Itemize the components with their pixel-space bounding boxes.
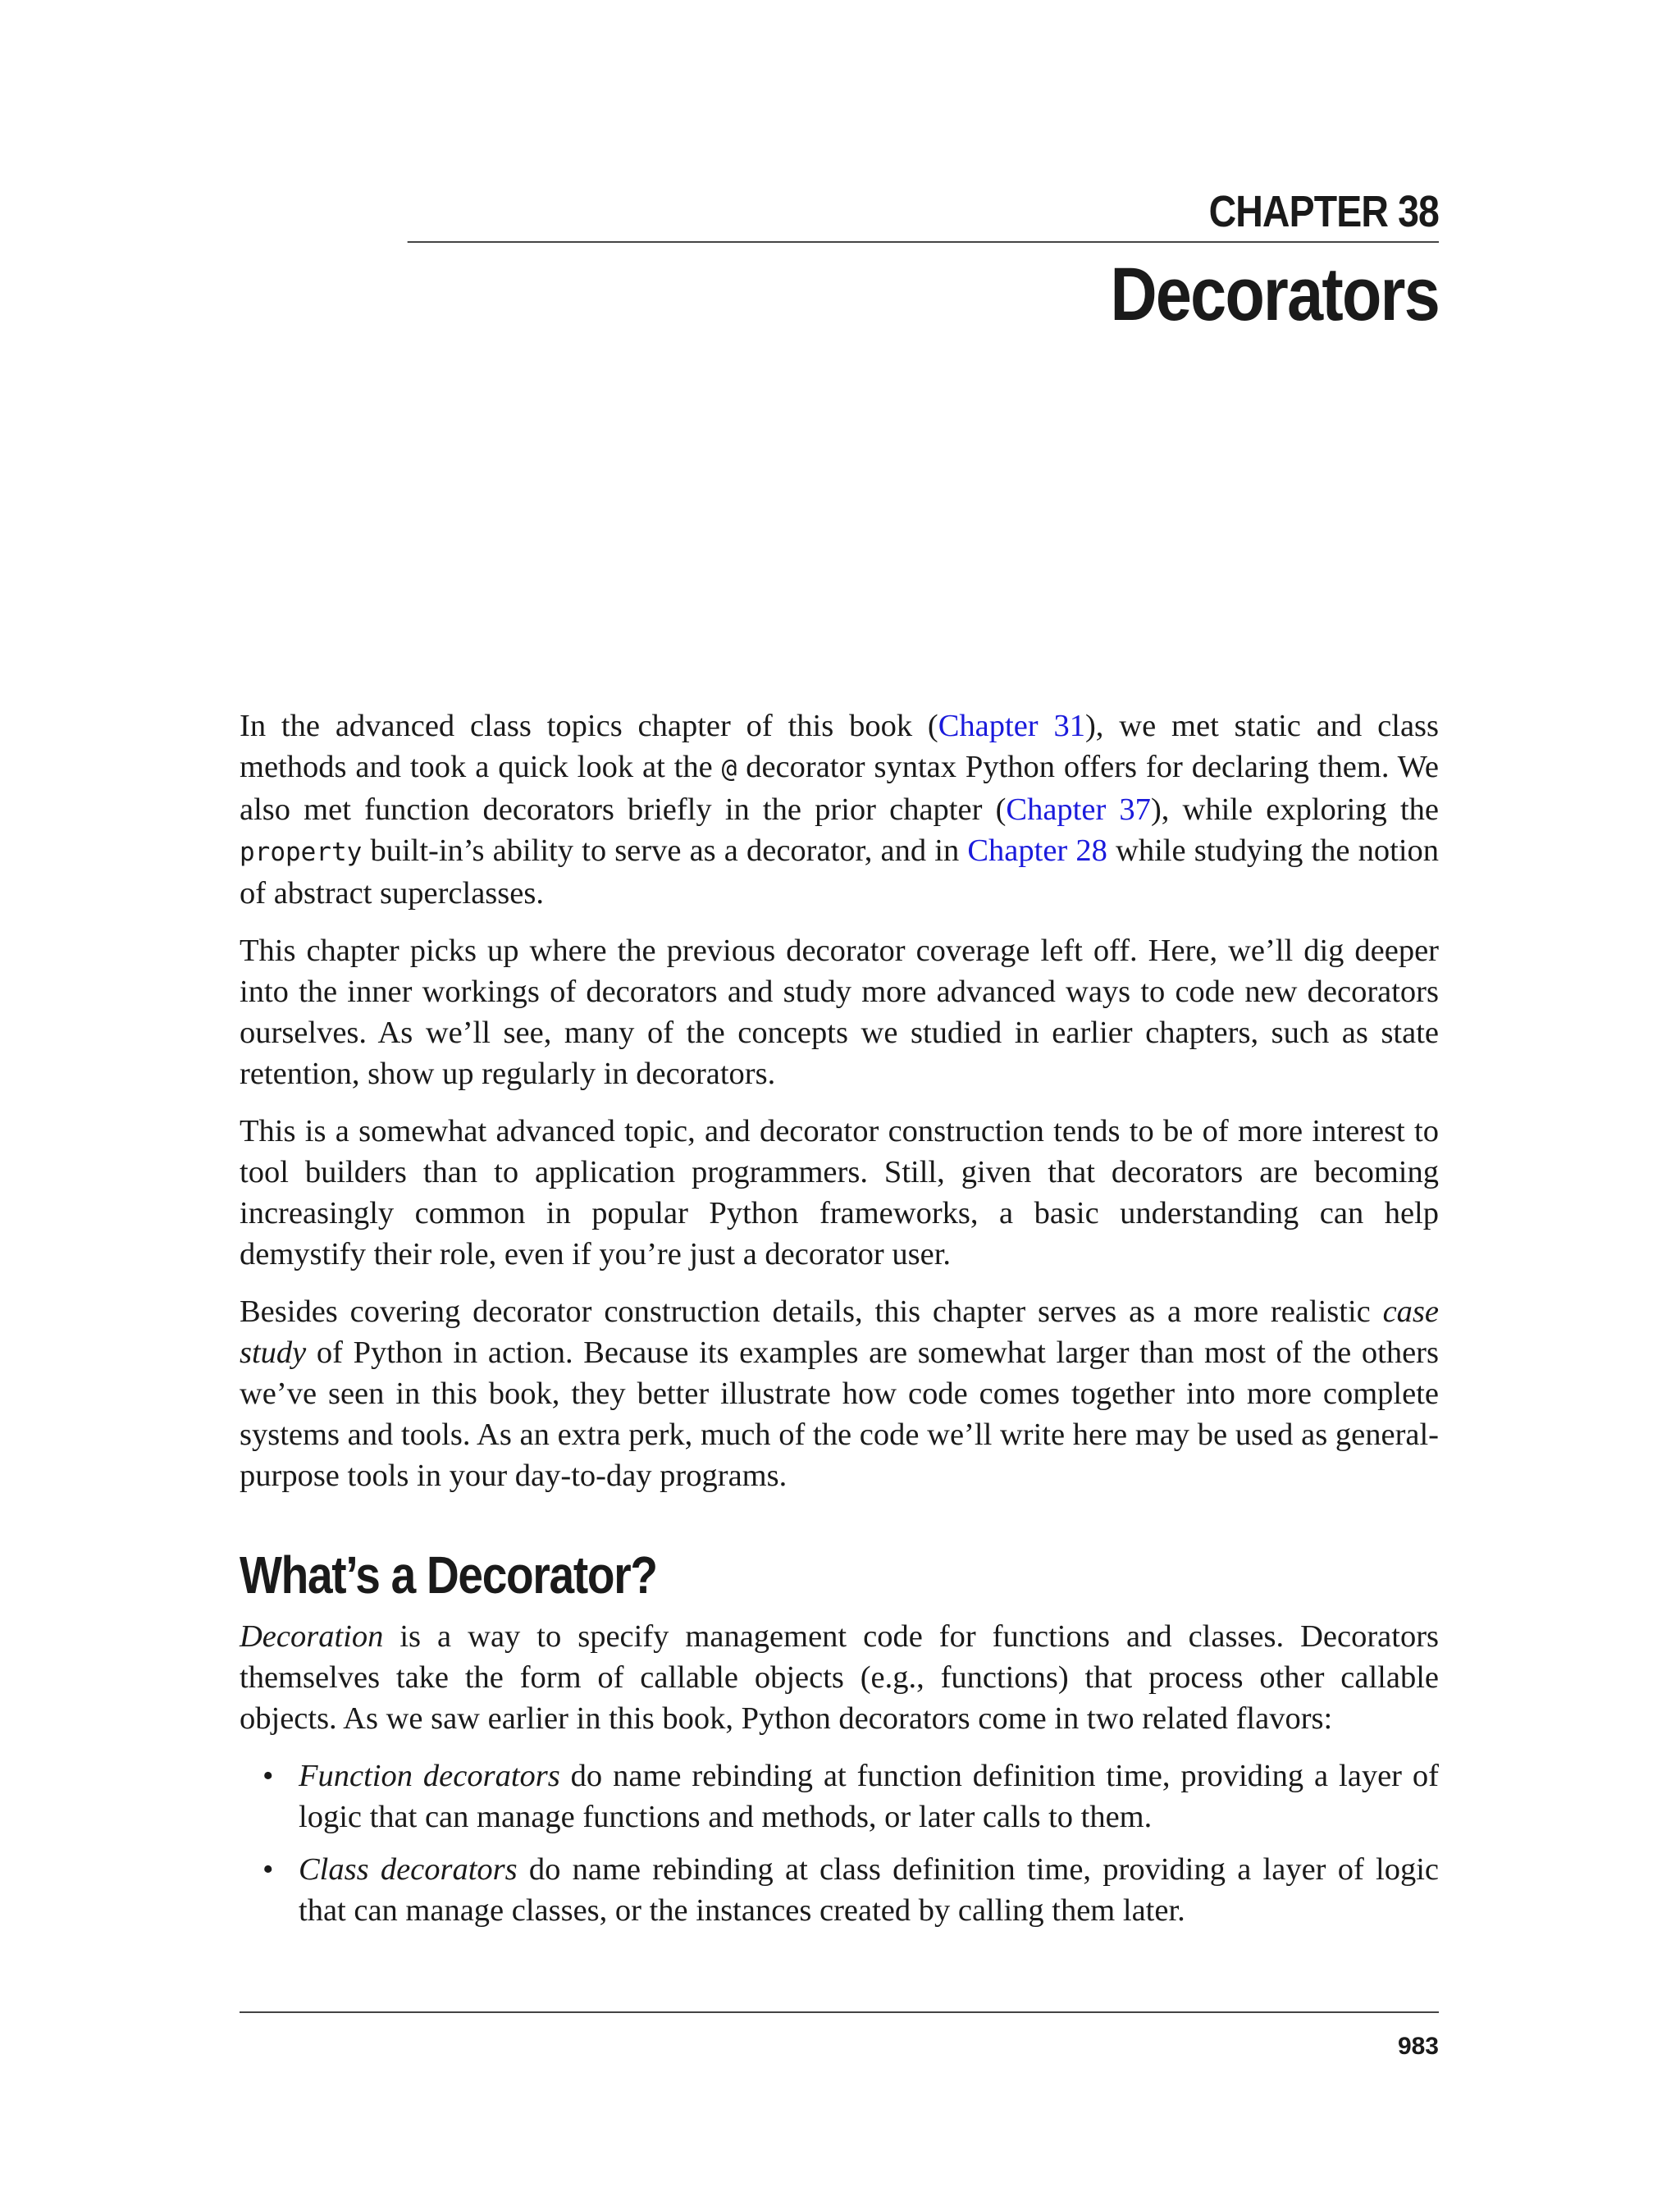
intro-paragraph-3: This is a somewhat advanced topic, and decorator construction tends to be of more interest to tool builders than to application programmers. Still, given that decorators are becoming increasingly common in popular Python frameworks, a basic understanding can help demystify their role, even if you’re just a decorator user. (240, 1114, 1439, 1271)
decoration-emphasis: Decoration (240, 1619, 384, 1654)
bullet-icon: • (262, 1759, 274, 1793)
at-symbol-code: @ (721, 754, 737, 783)
intro-paragraph-2: This chapter picks up where the previous decorator coverage left off. Here, we’ll dig deeper into the inner workings of decorators and study more advanced ways to code new decorators ourselves. As we’ll see, many of the concepts we studied in earlier chapters, such as state retention, show up regularly in decorators. (240, 934, 1439, 1091)
list-item: • Class decorators do name rebinding at class definition time, providing a layer of logic that can manage classes, or the instances created by calling them later. (299, 1849, 1439, 1931)
property-code: property (240, 838, 363, 867)
list-item: • Function decorators do name rebinding at function definition time, providing a layer of logic that can manage functions and methods, or later calls to them. (299, 1755, 1439, 1838)
section-paragraph-1: Decoration is a way to specify management code for functions and classes. Decorators themselves take the form of callable objects (e.g., functions) that process other callable objects. As we saw earlier in this book, Python decorators come in two related flavors: (240, 1619, 1439, 1736)
page-footer (240, 2011, 1439, 2061)
chapter-31-link[interactable]: Chapter 31 (938, 709, 1085, 743)
chapter-header (240, 187, 1439, 340)
body-text (240, 705, 1439, 1942)
intro-paragraph-1: In the advanced class topics chapter of this book (Chapter 31), we met static and class methods and took a quick look at the @ decorator syntax Python offers for declaring them. We also met function decorators briefly in the prior chapter (Chapter 37), while exploring the property built-in’s ability to serve as a decorator, and in Chapter 28 while studying the notion of abstract superclasses. (240, 709, 1440, 911)
case-study-emphasis: case study (240, 1294, 1439, 1370)
bullet-icon: • (262, 1852, 274, 1887)
decorator-types-list (240, 1755, 1439, 1931)
intro-paragraph-4: Besides covering decorator construction details, this chapter serves as a more realistic case study of Python in action. Because its examples are somewhat larger than most of the others we’ve seen in this book, they better illustrate how code comes together into more complete systems and tools. As an extra perk, much of the code we’ll write here may be used as general-purpose tools in your day-to-day programs. (240, 1294, 1439, 1493)
page-number: 983 (1397, 2033, 1439, 2060)
chapter-37-link[interactable]: Chapter 37 (1006, 792, 1151, 827)
section-heading: What’s a Decorator? (240, 1545, 657, 1605)
book-page (240, 0, 1439, 2205)
chapter-28-link[interactable]: Chapter 28 (967, 833, 1107, 868)
chapter-number: CHAPTER 38 (408, 187, 1439, 243)
chapter-title: Decorators (1110, 253, 1439, 336)
